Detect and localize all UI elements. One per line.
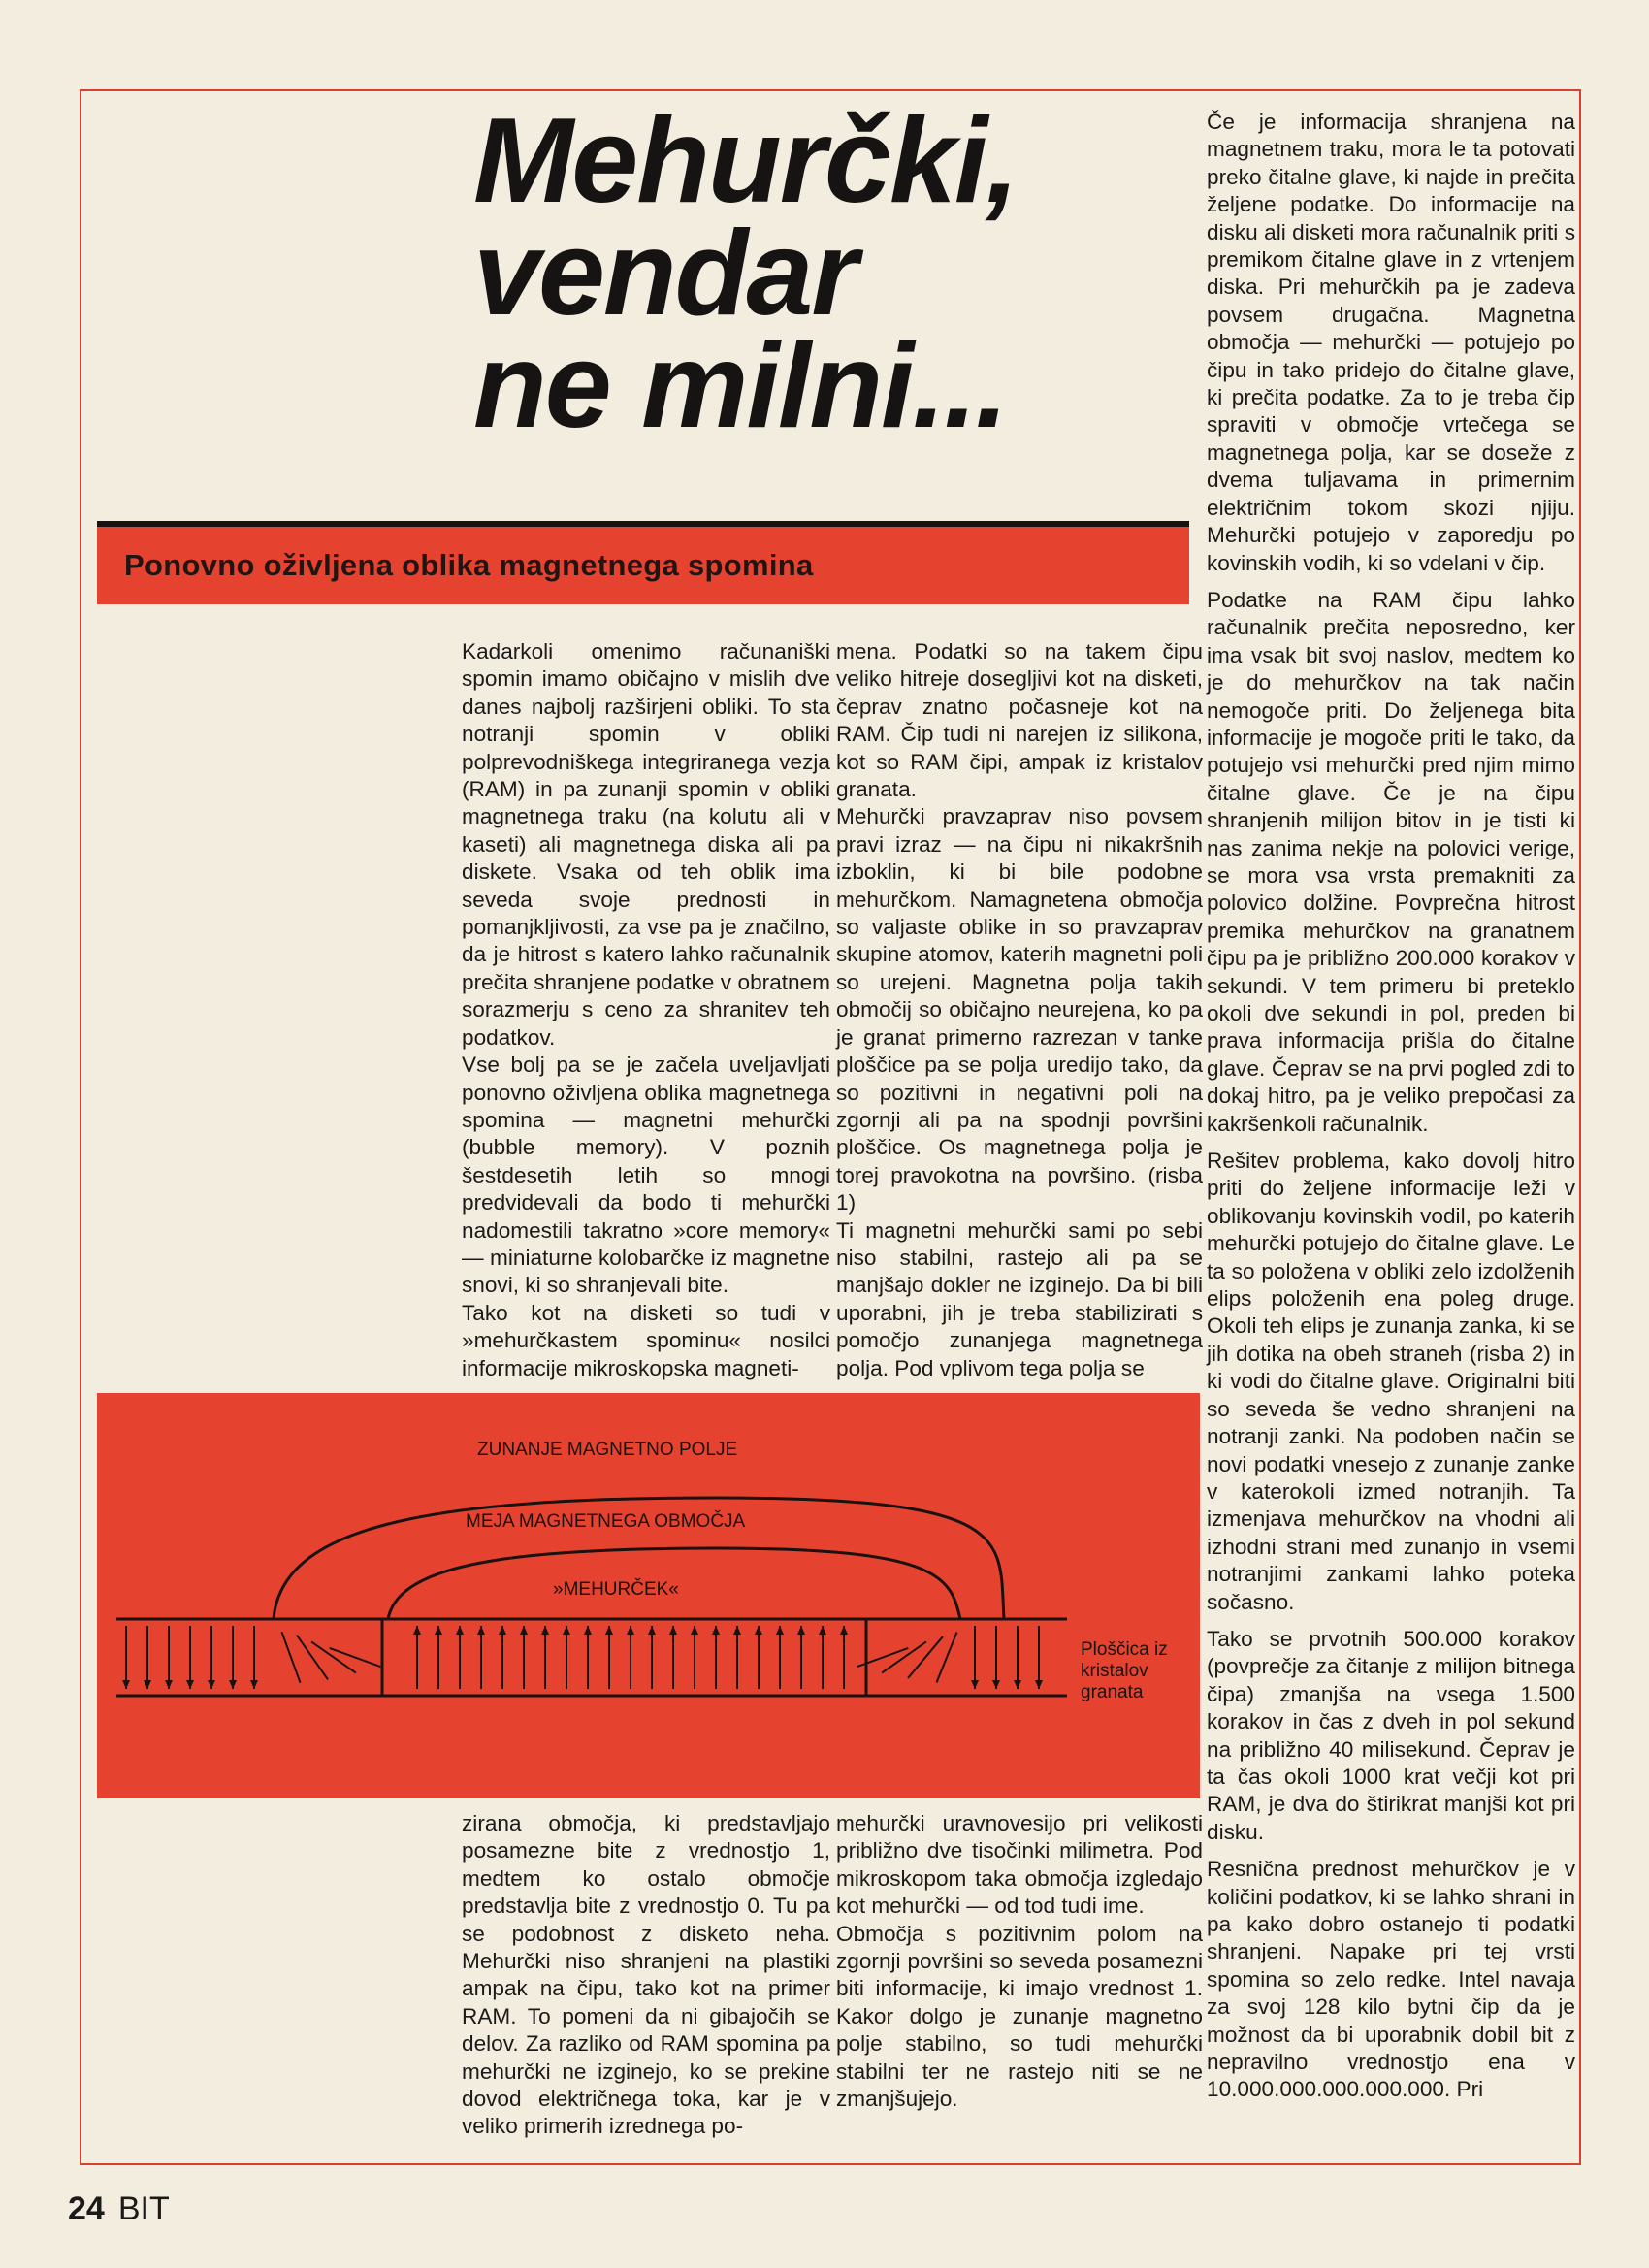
column-1: [462, 638, 830, 1382]
paragraph: Resnična prednost mehurčkov je v količini podatkov, ki se lahko shrani in pa kako dobro ostanejo ti podatki shranjeni. Napake pri tej vrsti spomina so zelo redke. Intel navaja za svoj 128 kilo bytni čip da je možnost da bi uporabnik dobil bit z nepravilno vrednostjo ena v 10.000.000.000.000.000. Pri: [1207, 1857, 1575, 2102]
field-arrow-up-head: [797, 1626, 805, 1635]
paragraph: zirana območja, ki predstavljajo posamezne bite z vrednostjo 1, medtem ko ostalo območje predstavlja bite z vrednostjo 0. Tu pa se podobnost z disketo neha. Mehurčki niso shranjeni na plastiki ampak na čipu, tako kot na primer RAM. To pomeni da ni gibajočih se delov. Za razliko od RAM spomina pa mehurčki ne izginejo, ko se prekine dovod električnega toka, kar je v veliko primerih izrednega po-: [462, 1811, 830, 2139]
column-1-bottom: [462, 1810, 830, 2141]
page-number: 24: [68, 2190, 105, 2227]
field-arrow-down-head: [250, 1680, 258, 1689]
field-arrow-up-head: [541, 1626, 549, 1635]
column-2-bottom: [836, 1810, 1203, 2113]
tilted-field-arrow: [311, 1641, 356, 1672]
boundary-label: MEJA MAGNETNEGA OBMOČJA: [466, 1511, 746, 1532]
subtitle-text: Ponovno oživljena oblika magnetnega spomina: [124, 548, 814, 582]
field-arrow-up-head: [648, 1626, 656, 1635]
field-arrow-up-head: [691, 1626, 698, 1635]
paragraph: Kadarkoli omenimo računaniški spomin imamo običajno v mislih dve danes najbolj razširjeni obliki. To sta notranji spomin v obliki polprevodniškega integriranega vezja (RAM) in pa zunanji spomin v obliki magnetnega traku (na kolutu ali v kaseti) ali magnetnega diska ali pa diskete. Vsaka od teh oblik ima seveda svoje prednosti in pomanjkljivosti, za vse pa je značilno, da je hitrost s katero lahko računalnik prečita shranjene podatke v obratnem sorazmerju s ceno za shranitev teh podatkov.: [462, 639, 830, 1050]
field-arrow-down-head: [144, 1680, 151, 1689]
field-arrow-down-head: [229, 1680, 237, 1689]
title-line: Mehurčki,: [473, 94, 1018, 228]
magazine-name: BIT: [117, 2190, 170, 2227]
paragraph: Podatke na RAM čipu lahko računalnik prečita neposredno, ker ima vsak bit svoj naslov, medtem ko je do mehurčkov na tak način nemogoče priti. Do željenega bita informacije je mogoče priti le tako, da potujejo vsi mehurčki pred njim mimo čitalne glave. Če je na čipu shranjenih milijon bitov in je tisti ki nas zanima nekje na polovici verige, se mora vsa vrsta premakniti za polovico dolžine. Povprečna hitrost premika mehurčkov na granatnem čipu pa je približno 200.000 korakov v sekundi. V tem primeru bi preteklo okoli dve sekundi in pol, preden bi prava informacija prišla do čitalne glave. Čeprav se na prvi pogled zdi to dokaj hitro, pa je veliko prepočasi za kakršenkoli računalnik.: [1207, 587, 1575, 1136]
field-arrow-down-head: [122, 1680, 130, 1689]
bubble-diagram: [97, 1393, 1200, 1798]
field-arrow-up-head: [755, 1626, 762, 1635]
tilted-field-arrow: [281, 1632, 300, 1683]
field-arrow-down-head: [208, 1680, 215, 1689]
title-line: vendar: [473, 207, 857, 340]
field-arrow-up-head: [733, 1626, 741, 1635]
paragraph: mena. Podatki so na takem čipu veliko hitreje dosegljivi kot na disketi, čeprav znatno počasneje kot na RAM. Čip tudi ni narejen iz silikona, kot so RAM čipi, ampak iz kristalov granata.: [836, 639, 1203, 802]
field-arrow-up-head: [563, 1626, 570, 1635]
page-footer: [68, 2190, 170, 2228]
paragraph: Tako se prvotnih 500.000 korakov (povprečje za čitanje z milijon bitnega čipa) zmanjša na vsega 1.500 korakov in čas z dveh in pol sekund na približno 40 milisekund. Čeprav je ta čas okoli 1000 krat večji kot pri RAM, je dva do štirikrat manjši kot pri disku.: [1207, 1626, 1575, 1844]
field-arrow-down-head: [992, 1680, 1000, 1689]
field-arrow-up-head: [499, 1626, 506, 1635]
field-arrow-up-head: [776, 1626, 784, 1635]
plate-label: Ploščica iz kristalov granata: [1081, 1639, 1168, 1702]
up-arrows-bubble: [413, 1626, 848, 1689]
paragraph: Tako kot na disketi so tudi v »mehurčkastem spominu« nosilci informacije mikroskopska magneti-: [462, 1300, 830, 1380]
paragraph: Mehurčki pravzaprav niso povsem pravi izraz — na čipu ni nikakršnih izboklin, ki bi bile podobne mehurčkom. Namagnetena območja so valjaste oblike in so pravzaprav skupine atomov, katerih magnetni poli so urejeni. Magnetna polja takih območij so običajno neurejena, ko pa je granat primerno razrezan v tanke ploščice pa se polja uredijo tako, da so pozitivni in negativni poli na zgornji ali pa na spodnji površini ploščice. Os magnetnega polja je torej pravokotna na površino. (risba 1): [836, 804, 1203, 1215]
field-arrow-up-head: [605, 1626, 613, 1635]
column-3: [1207, 109, 1575, 2104]
field-arrow-up-head: [584, 1626, 592, 1635]
field-arrow-up-head: [712, 1626, 720, 1635]
paragraph: Rešitev problema, kako dovolj hitro priti do željene informacije leži v oblikovanju kovinskih vodil, po katerih mehurčki potujejo do čitalne glave. Le ta so položena v obliki zelo izdolženih elips položenih ena poleg druge. Okoli teh elips je zunanja zanka, ki se jih dotika na obeh straneh (risba 2) in ki vodi do čitalne glave. Originalni biti so seveda še vedno shranjeni na notranji zanki. Na podoben način se novi podatki vnesejo z zunanje zanke v katerokoli izmed notranjih. Ta izmenjava mehurčkov na vhodni ali izhodni strani med zunanjo in vsemi notranjimi zankami lahko poteka sočasno.: [1207, 1149, 1575, 1614]
field-arrow-down-head: [1014, 1680, 1021, 1689]
bubble-label: »MEHURČEK«: [553, 1579, 679, 1600]
article-title: [473, 94, 1211, 453]
column-2: [836, 638, 1203, 1382]
field-arrow-up-head: [819, 1626, 826, 1635]
paragraph: Območja s pozitivnim polom na zgornji površini so seveda posamezni biti informacije, ki imajo vrednost 1. Kakor dolgo je zunanje magnetno polje stabilno, so tudi mehurčki stabilni ter ne rastejo niti se ne zmanjšujejo.: [836, 1921, 1203, 2112]
title-line: ne milni...: [473, 319, 1007, 453]
field-arrow-up-head: [456, 1626, 464, 1635]
tilted-field-arrow: [882, 1641, 926, 1672]
down-arrows-left: [122, 1626, 258, 1689]
paragraph: mehurčki uravnovesijo pri velikosti približno dve tisočinki milimetra. Pod mikroskopom taka območja izgledajo kot mehurčki — od tod tudi ime.: [836, 1811, 1203, 1919]
field-arrow-down-head: [165, 1680, 173, 1689]
paragraph: Vse bolj pa se je začela uveljavljati ponovno oživljena oblika magnetnega spomina — magnetni mehurčki (bubble memory). V poznih šestdesetih letih so mnogi predvidevali da bodo ti mehurčki nadomestili takratno »core memory« — miniaturne kolobarčke iz magnetne snovi, ki so shranjevali bite.: [462, 1053, 830, 1298]
field-arrow-up-head: [413, 1626, 421, 1635]
tilted-field-arrow: [330, 1648, 381, 1667]
paragraph: Če je informacija shranjena na magnetnem traku, mora le ta potovati preko čitalne glave, ki najde in prečita željene podatke. Do informacije na disku ali disketi mora računalnik priti s premikom čitalne glave in z vrtenjem diska. Pri mehurčkih pa je zadeva povsem drugačna. Magnetna območja — mehurčki — potujejo po čipu in tako pridejo do čitalne glave, ki prečita podatke. Za to je treba čip spraviti v območje vrtečega se magnetnega polja, kar se doseže z dvema tuljavama in primernim električnim tokom skozi njiju. Mehurčki potujejo v zaporedju po kovinskih vodih, ki so vdelani v čip.: [1207, 110, 1575, 575]
field-arrow-up-head: [840, 1626, 848, 1635]
field-arrow-down-head: [1035, 1680, 1043, 1689]
field-arrow-up-head: [669, 1626, 677, 1635]
subtitle-banner: [97, 521, 1189, 604]
field-arrow-down-head: [971, 1680, 979, 1689]
field-arrow-up-head: [435, 1626, 442, 1635]
down-arrows-right: [971, 1626, 1043, 1689]
field-arrow-up-head: [627, 1626, 634, 1635]
paragraph: Ti magnetni mehurčki sami po sebi niso stabilni, rastejo ali pa se manjšajo dokler ne izginejo. Da bi bili uporabni, jih je treba stabilizirati s pomočjo zunanjega magnetnega polja. Pod vplivom tega polja se: [836, 1217, 1203, 1380]
field-arrow-up-head: [520, 1626, 528, 1635]
field-arrow-up-head: [477, 1626, 485, 1635]
outer-field-label: ZUNANJE MAGNETNO POLJE: [477, 1440, 738, 1460]
field-arrow-down-head: [186, 1680, 194, 1689]
